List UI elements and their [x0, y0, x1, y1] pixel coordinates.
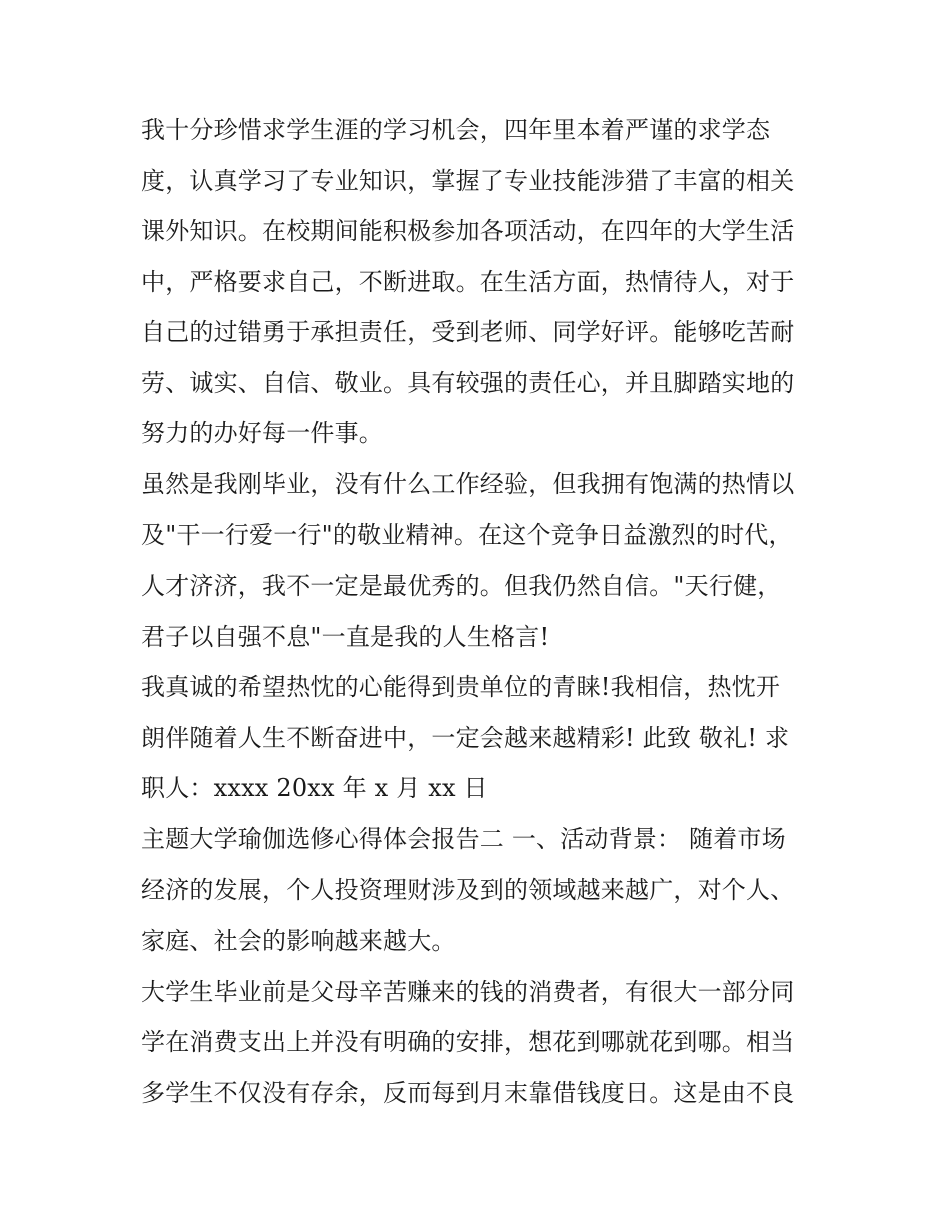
text-line: 我真诚的希望热忱的心能得到贵单位的青睐!我相信，热忱开 [141, 673, 781, 701]
text-line: 多学生不仅没有存余，反而每到月末靠借钱度日。这是由不良 [141, 1079, 795, 1107]
text-line: 自己的过错勇于承担责任，受到老师、同学好评。能够吃苦耐 [141, 318, 795, 346]
text-line: 朗伴随着人生不断奋进中，一定会越来越精彩! 此致 敬礼! 求 [141, 724, 790, 752]
text-line: 学在消费支出上并没有明确的安排，想花到哪就花到哪。相当 [141, 1028, 795, 1056]
text-line: 度，认真学习了专业知识，掌握了专业技能涉猎了丰富的相关 [141, 167, 795, 195]
text-line: 我十分珍惜求学生涯的学习机会，四年里本着严谨的求学态 [141, 116, 771, 144]
text-line: 经济的发展，个人投资理财涉及到的领域越来越广，对个人、 [141, 876, 795, 904]
text-line: 人才济济，我不一定是最优秀的。但我仍然自信。"天行健， [141, 572, 782, 600]
text-line: 大学生毕业前是父母辛苦赚来的钱的消费者，有很大一部分同 [141, 978, 795, 1006]
text-line: 君子以自强不息"一直是我的人生格言! [141, 623, 550, 651]
text-line: 努力的办好每一件事。 [141, 419, 383, 447]
text-line: 中，严格要求自己，不断进取。在生活方面，热情待人，对于 [141, 268, 795, 296]
text-line: 虽然是我刚毕业，没有什么工作经验，但我拥有饱满的热情以 [141, 470, 795, 498]
text-line: 劳、诚实、自信、敬业。具有较强的责任心，并且脚踏实地的 [141, 369, 795, 397]
text-line: 课外知识。在校期间能积极参加各项活动，在四年的大学生活 [141, 217, 795, 245]
text-line: 及"干一行爱一行"的敬业精神。在这个竞争日益激烈的时代， [141, 521, 793, 549]
text-line: 职人：xxxx 20xx 年 x 月 xx 日 [141, 774, 488, 802]
text-line: 主题大学瑜伽选修心得体会报告二 一、活动背景： 随着市场 [141, 825, 786, 853]
text-line: 家庭、社会的影响越来越大。 [141, 927, 456, 955]
